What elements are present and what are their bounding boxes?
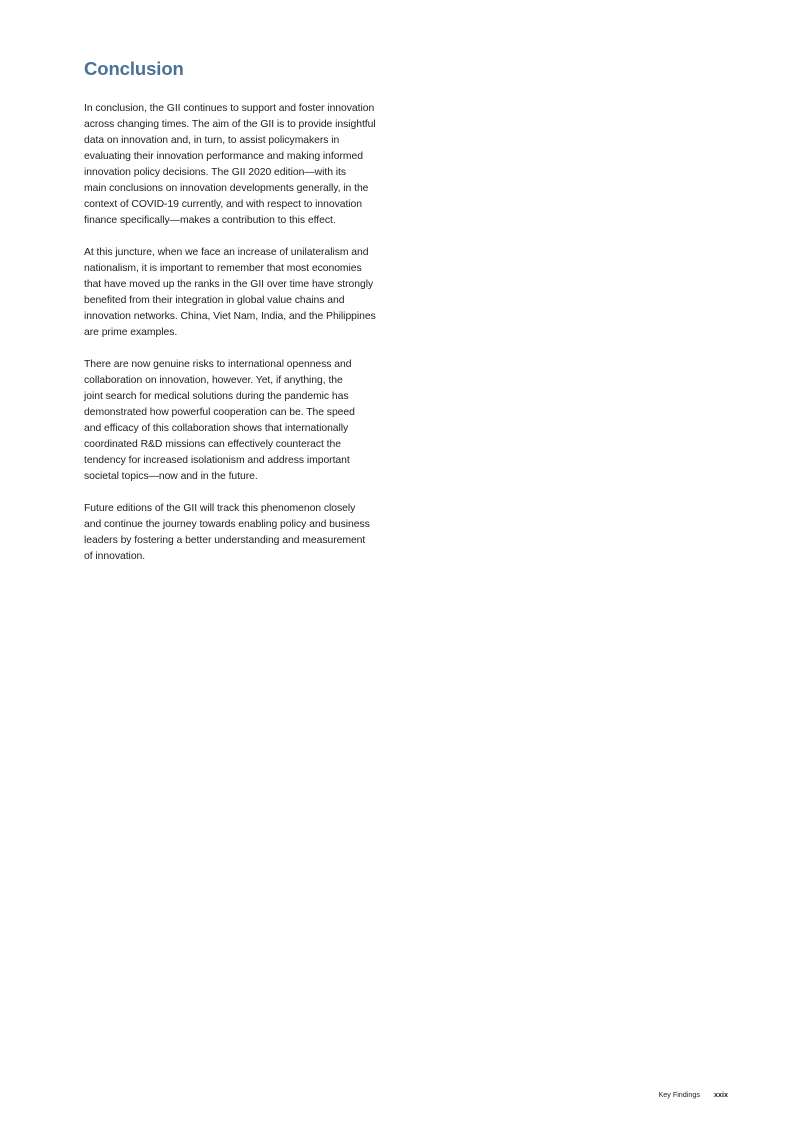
conclusion-section [84, 58, 396, 581]
page-footer [658, 1090, 728, 1099]
paragraph-4: Future editions of the GII will track this phenomenon closely and continue the journey towards enabling policy and business leaders by fostering a better understanding and measurement of innovation. [84, 503, 370, 562]
paragraph-2: At this juncture, when we face an increase of unilateralism and nationalism, it is important to remember that most economies that have moved up the ranks in the GII over time have strongly benefited from their integration in global value chains and innovation networks. China, Viet Nam, India, and the Philippines are prime examples. [84, 247, 376, 338]
paragraph-1: In conclusion, the GII continues to support and foster innovation across changing times. The aim of the GII is to provide insightful data on innovation and, in turn, to assist policymakers in evaluating their innovation performance and making informed innovation policy decisions. The GII 2020 edition—with its main conclusions on innovation developments generally, in the context of COVID-19 currently, and with respect to innovation finance specifically—makes a contribution to this effect. [84, 103, 376, 226]
section-heading: Conclusion [84, 58, 184, 79]
paragraph-3: There are now genuine risks to international openness and collaboration on innovation, however. Yet, if anything, the joint search for medical solutions during the pandemic has demonstrated how powerful cooperation can be. The speed and efficacy of this collaboration shows that internationally coordinated R&D missions can effectively counteract the tendency for increased isolationism and address important societal topics—now and in the future. [84, 359, 355, 482]
footer-page-number: xxix [714, 1090, 728, 1099]
footer-section-name: Key Findings [658, 1090, 700, 1099]
